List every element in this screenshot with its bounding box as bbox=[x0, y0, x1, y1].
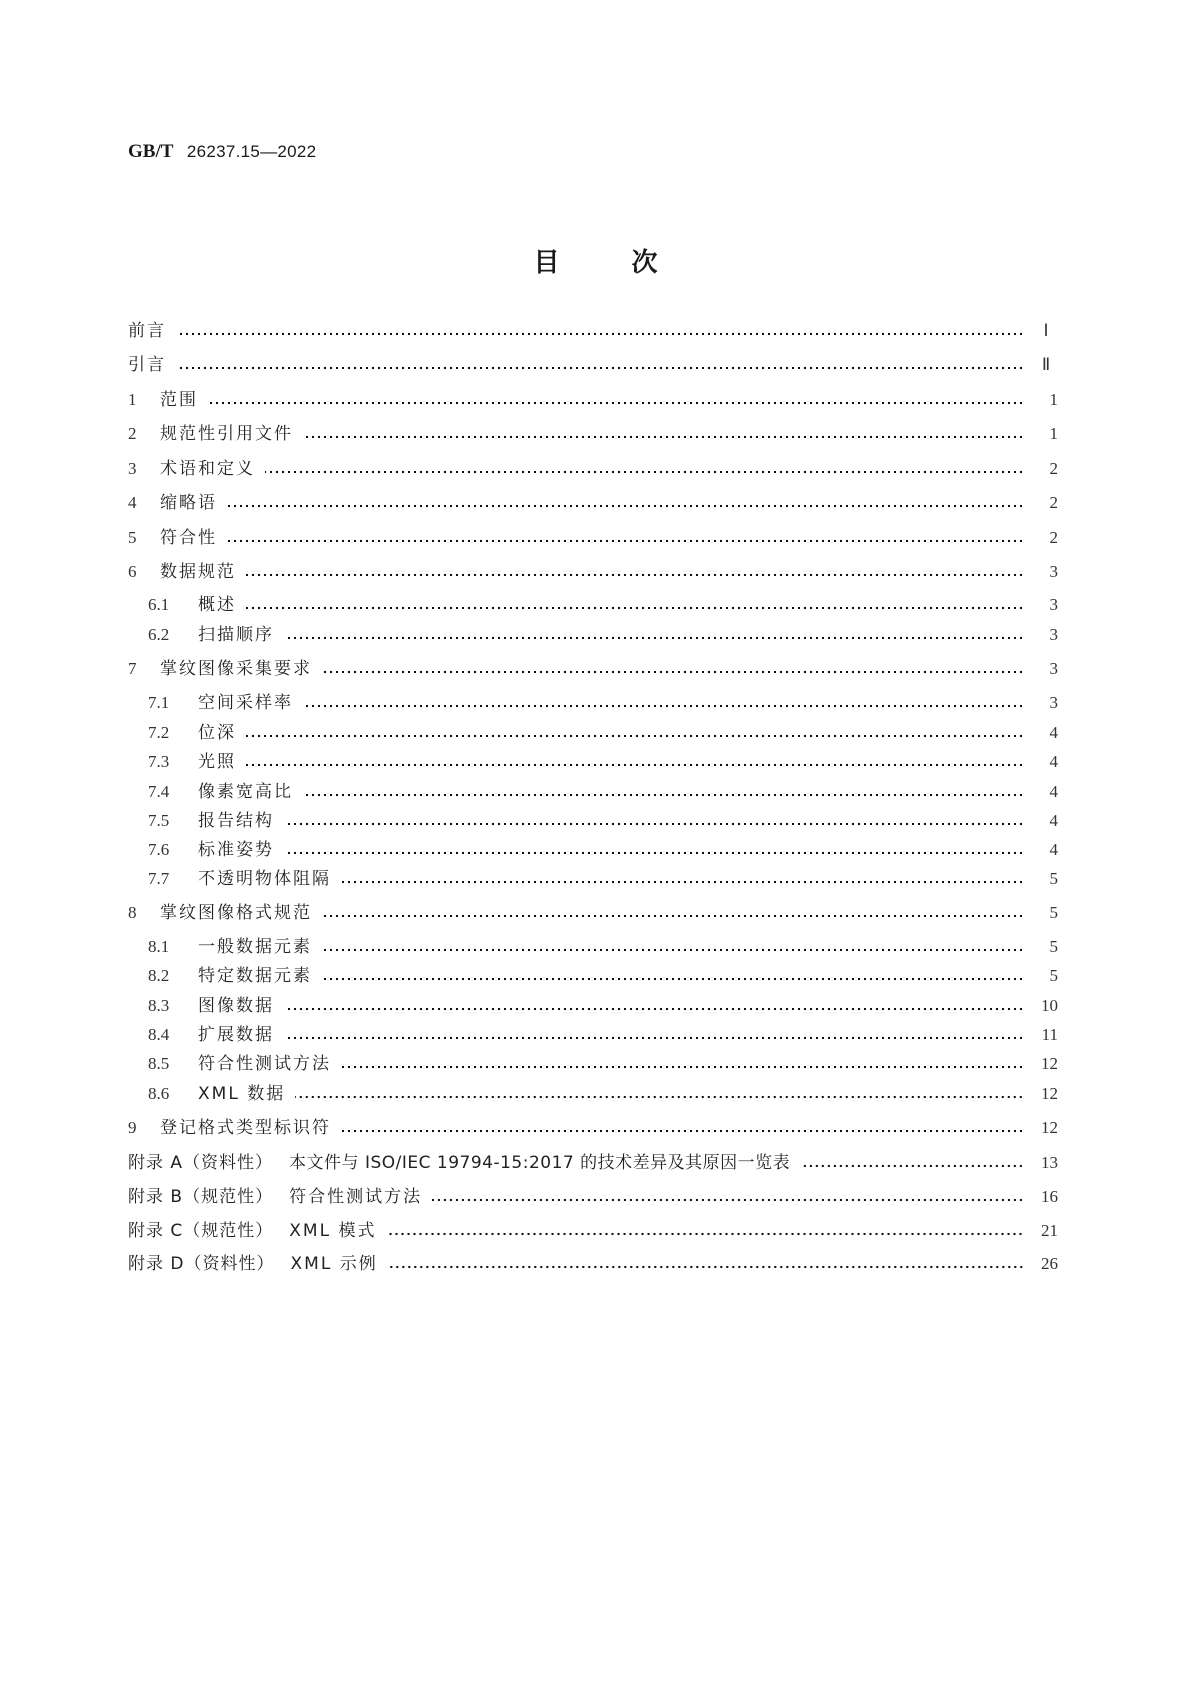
dot-leader bbox=[227, 538, 1024, 544]
toc-entry-title: XML 示例 bbox=[290, 1254, 378, 1274]
toc-entry-number: 5 bbox=[128, 528, 137, 547]
dot-leader bbox=[322, 669, 1024, 675]
toc-entry-title: 掌纹图像格式规范 bbox=[160, 903, 312, 923]
toc-entry-1[interactable] bbox=[128, 387, 1058, 413]
toc-entry-number: 7 bbox=[128, 659, 137, 678]
toc-entry-2[interactable] bbox=[128, 421, 1058, 447]
toc-entry-title: XML 数据 bbox=[198, 1084, 286, 1104]
annex-label: 附录 D（资料性） bbox=[128, 1254, 275, 1274]
toc-entry-title: 引言 bbox=[128, 355, 166, 375]
dot-leader bbox=[386, 1231, 1024, 1237]
toc-entry-page: 2 bbox=[1049, 459, 1058, 478]
toc-entry-6-2[interactable] bbox=[148, 622, 1058, 648]
toc-entry-number: 8.2 bbox=[148, 966, 170, 985]
dot-leader bbox=[303, 703, 1024, 709]
toc-title-char-1: 目 bbox=[533, 248, 560, 278]
toc-entry-page: 12 bbox=[1041, 1118, 1058, 1137]
toc-entry-page: Ⅱ bbox=[1041, 355, 1051, 374]
toc-entry-title: 符合性测试方法 bbox=[289, 1187, 423, 1207]
toc-entry-number: 7.4 bbox=[148, 782, 170, 801]
toc-entry-title: 符合性 bbox=[160, 528, 217, 548]
dot-leader bbox=[265, 469, 1024, 475]
toc-entry-number: 8.1 bbox=[148, 937, 170, 956]
toc-entry-page: 16 bbox=[1041, 1187, 1058, 1206]
toc-entry-page: 10 bbox=[1041, 996, 1058, 1015]
toc-entry-number: 1 bbox=[128, 390, 137, 409]
dot-leader bbox=[303, 792, 1024, 798]
toc-entry-page: 4 bbox=[1049, 840, 1058, 859]
toc-entry-7-2[interactable] bbox=[148, 720, 1058, 746]
toc-entry-title: 数据规范 bbox=[160, 562, 236, 582]
toc-entry-title: 扩展数据 bbox=[198, 1025, 274, 1045]
toc-entry-page: 4 bbox=[1049, 811, 1058, 830]
toc-entry-number: 7.1 bbox=[148, 693, 170, 712]
toc-entry-7-4[interactable] bbox=[148, 779, 1058, 805]
toc-entry-number: 7.3 bbox=[148, 752, 170, 771]
dot-leader bbox=[322, 947, 1024, 953]
toc-entry-foreword[interactable] bbox=[128, 318, 1058, 344]
toc-entry-title: 标准姿势 bbox=[198, 840, 274, 860]
dot-leader bbox=[208, 400, 1024, 406]
toc-entry-page: 5 bbox=[1049, 966, 1058, 985]
dot-leader bbox=[246, 605, 1024, 611]
toc-entry-title: 概述 bbox=[198, 595, 236, 615]
dot-leader bbox=[227, 503, 1024, 509]
toc-entry-8-5[interactable] bbox=[148, 1051, 1058, 1077]
toc-entry-title: 位深 bbox=[198, 723, 236, 743]
toc-entry-number: 6.1 bbox=[148, 595, 170, 614]
toc-entry-7-6[interactable] bbox=[148, 837, 1058, 863]
dot-leader bbox=[800, 1163, 1024, 1169]
dot-leader bbox=[341, 879, 1024, 885]
toc-entry-title: 本文件与 ISO/IEC 19794-15:2017 的技术差异及其原因一览表 bbox=[289, 1153, 791, 1173]
toc-entry-page: 3 bbox=[1049, 595, 1058, 614]
toc-entry-title: XML 模式 bbox=[289, 1221, 377, 1241]
toc-entry-7-5[interactable] bbox=[148, 808, 1058, 834]
toc-entry-page: 1 bbox=[1049, 390, 1058, 409]
toc-entry-page: 11 bbox=[1041, 1025, 1058, 1044]
standard-number: 26237.15—2022 bbox=[186, 142, 317, 161]
toc-entry-7-3[interactable] bbox=[148, 749, 1058, 775]
toc-entry-page: 12 bbox=[1041, 1084, 1058, 1103]
toc-entry-8-6[interactable] bbox=[148, 1081, 1058, 1107]
toc-entry-6-1[interactable] bbox=[148, 592, 1058, 618]
toc-entry-8-4[interactable] bbox=[148, 1022, 1058, 1048]
toc-entry-7[interactable] bbox=[128, 656, 1058, 682]
toc-entry-annex-d[interactable] bbox=[128, 1251, 1058, 1277]
toc-entry-number: 8.5 bbox=[148, 1054, 170, 1073]
toc-entry-number: 9 bbox=[128, 1118, 137, 1137]
toc-entry-number: 6.2 bbox=[148, 625, 170, 644]
toc-entry-title: 范围 bbox=[160, 390, 198, 410]
toc-entry-page: 3 bbox=[1049, 659, 1058, 678]
toc-entry-title: 缩略语 bbox=[160, 493, 217, 513]
dot-leader bbox=[284, 1035, 1024, 1041]
dot-leader bbox=[246, 733, 1024, 739]
standard-header bbox=[128, 142, 316, 162]
toc-entry-title: 掌纹图像采集要求 bbox=[160, 659, 312, 679]
dot-leader bbox=[176, 331, 1024, 337]
annex-label: 附录 A（资料性） bbox=[128, 1153, 274, 1173]
toc-entry-title: 报告结构 bbox=[198, 811, 274, 831]
dot-leader bbox=[432, 1197, 1024, 1203]
toc-entry-title: 空间采样率 bbox=[198, 693, 293, 713]
toc-entry-title: 像素宽高比 bbox=[198, 782, 293, 802]
toc-entry-title: 登记格式类型标识符 bbox=[160, 1118, 331, 1138]
toc-entry-page: 12 bbox=[1041, 1054, 1058, 1073]
toc-entry-9[interactable] bbox=[128, 1115, 1058, 1141]
dot-leader bbox=[284, 850, 1024, 856]
toc-title-char-2: 次 bbox=[631, 248, 658, 278]
toc-entry-title: 符合性测试方法 bbox=[198, 1054, 331, 1074]
toc-entry-number: 8.4 bbox=[148, 1025, 170, 1044]
toc-entry-8-3[interactable] bbox=[148, 993, 1058, 1019]
dot-leader bbox=[246, 762, 1024, 768]
dot-leader bbox=[303, 434, 1024, 440]
dot-leader bbox=[341, 1128, 1024, 1134]
toc-entry-title: 不透明物体阻隔 bbox=[198, 869, 331, 889]
annex-label: 附录 B（规范性） bbox=[128, 1187, 274, 1207]
toc-entry-number: 7.7 bbox=[148, 869, 170, 888]
toc-entry-page: 5 bbox=[1049, 937, 1058, 956]
standard-prefix: GB/T bbox=[128, 141, 174, 162]
toc-entry-page: 13 bbox=[1041, 1153, 1058, 1172]
toc-entry-8[interactable] bbox=[128, 900, 1058, 926]
toc-entry-annex-c[interactable] bbox=[128, 1218, 1058, 1244]
toc-entry-page: 5 bbox=[1049, 903, 1058, 922]
dot-leader bbox=[284, 1006, 1024, 1012]
toc-entry-number: 3 bbox=[128, 459, 137, 478]
toc-entry-page: 2 bbox=[1049, 493, 1058, 512]
toc-entry-page: 3 bbox=[1049, 625, 1058, 644]
toc-entry-annex-b[interactable] bbox=[128, 1184, 1058, 1210]
toc-entry-page: 26 bbox=[1041, 1254, 1058, 1273]
annex-label: 附录 C（规范性） bbox=[128, 1221, 274, 1241]
dot-leader bbox=[341, 1064, 1024, 1070]
toc-entry-page: Ⅰ bbox=[1043, 321, 1049, 340]
dot-leader bbox=[246, 572, 1024, 578]
dot-leader bbox=[284, 821, 1024, 827]
toc-entry-title: 一般数据元素 bbox=[198, 937, 312, 957]
toc-entry-3[interactable] bbox=[128, 456, 1058, 482]
dot-leader bbox=[295, 1094, 1024, 1100]
toc-entry-number: 8.6 bbox=[148, 1084, 170, 1103]
toc-entry-page: 4 bbox=[1049, 723, 1058, 742]
toc-entry-annex-a[interactable] bbox=[128, 1150, 1058, 1176]
toc-entry-8-2[interactable] bbox=[148, 963, 1058, 989]
toc-entry-number: 2 bbox=[128, 424, 137, 443]
toc-entry-title: 扫描顺序 bbox=[198, 625, 274, 645]
toc-entry-title: 术语和定义 bbox=[160, 459, 255, 479]
toc-entry-introduction[interactable] bbox=[128, 352, 1058, 378]
toc-entry-number: 6 bbox=[128, 562, 137, 581]
toc-entry-5[interactable] bbox=[128, 525, 1058, 551]
dot-leader bbox=[388, 1264, 1024, 1270]
toc-title bbox=[0, 246, 1191, 280]
toc-entry-page: 5 bbox=[1049, 869, 1058, 888]
toc-entry-title: 图像数据 bbox=[198, 996, 274, 1016]
toc-entry-page: 1 bbox=[1049, 424, 1058, 443]
toc-entry-6[interactable] bbox=[128, 559, 1058, 585]
toc-entry-page: 3 bbox=[1049, 562, 1058, 581]
toc-entry-number: 8.3 bbox=[148, 996, 170, 1015]
toc-entry-title: 特定数据元素 bbox=[198, 966, 312, 986]
toc-entry-title: 规范性引用文件 bbox=[160, 424, 293, 444]
dot-leader bbox=[322, 976, 1024, 982]
toc-entry-7-7[interactable] bbox=[148, 866, 1058, 892]
toc-entry-page: 2 bbox=[1049, 528, 1058, 547]
dot-leader bbox=[284, 635, 1024, 641]
toc-entry-4[interactable] bbox=[128, 490, 1058, 516]
dot-leader bbox=[322, 913, 1024, 919]
toc-entry-page: 4 bbox=[1049, 782, 1058, 801]
toc-entry-number: 7.2 bbox=[148, 723, 170, 742]
toc-entry-number: 4 bbox=[128, 493, 137, 512]
toc-entry-title: 前言 bbox=[128, 321, 166, 341]
toc-entry-page: 3 bbox=[1049, 693, 1058, 712]
toc-entry-number: 7.5 bbox=[148, 811, 170, 830]
toc-entry-page: 4 bbox=[1049, 752, 1058, 771]
toc-entry-number: 7.6 bbox=[148, 840, 170, 859]
toc-entry-number: 8 bbox=[128, 903, 137, 922]
toc-entry-7-1[interactable] bbox=[148, 690, 1058, 716]
toc-entry-8-1[interactable] bbox=[148, 934, 1058, 960]
toc-entry-title: 光照 bbox=[198, 752, 236, 772]
dot-leader bbox=[176, 365, 1024, 371]
toc-entry-page: 21 bbox=[1041, 1221, 1058, 1240]
